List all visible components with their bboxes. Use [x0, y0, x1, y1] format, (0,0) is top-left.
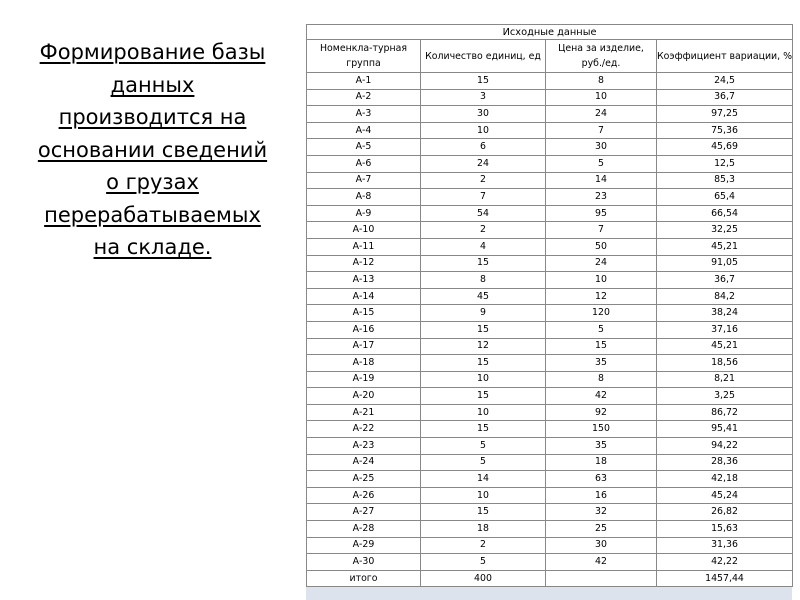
table-header-row: [307, 40, 793, 73]
cell-group: А-17: [307, 338, 421, 355]
cell-variation: 37,16: [657, 321, 793, 338]
table-row: [307, 73, 793, 90]
cell-price: 12: [546, 288, 657, 305]
data-table-container: [306, 24, 792, 600]
cell-quantity: 10: [421, 404, 546, 421]
cell-variation: 18,56: [657, 355, 793, 372]
total-label: итого: [307, 570, 421, 587]
table-row: [307, 554, 793, 571]
cell-price: 5: [546, 321, 657, 338]
cell-group: А-23: [307, 438, 421, 455]
table-row: [307, 238, 793, 255]
cell-variation: 12,5: [657, 155, 793, 172]
cell-price: 25: [546, 521, 657, 538]
table-row: [307, 338, 793, 355]
cell-quantity: 15: [421, 73, 546, 90]
cell-variation: 36,7: [657, 272, 793, 289]
table-row: [307, 122, 793, 139]
cell-price: 10: [546, 89, 657, 106]
cell-variation: 45,69: [657, 139, 793, 156]
cell-variation: 24,5: [657, 73, 793, 90]
source-data-table: [306, 24, 793, 587]
table-body: [307, 73, 793, 587]
cell-price: 50: [546, 238, 657, 255]
cell-variation: 91,05: [657, 255, 793, 272]
cell-quantity: 15: [421, 421, 546, 438]
cell-variation: 45,21: [657, 238, 793, 255]
cell-group: А-18: [307, 355, 421, 372]
table-row: [307, 272, 793, 289]
table-row: [307, 222, 793, 239]
cell-group: А-20: [307, 388, 421, 405]
cell-price: 8: [546, 371, 657, 388]
cell-group: А-19: [307, 371, 421, 388]
table-row: [307, 454, 793, 471]
cell-variation: 36,7: [657, 89, 793, 106]
cell-variation: 45,24: [657, 487, 793, 504]
cell-variation: 8,21: [657, 371, 793, 388]
cell-price: 18: [546, 454, 657, 471]
cell-quantity: 2: [421, 172, 546, 189]
cell-variation: 42,18: [657, 471, 793, 488]
cell-price: 24: [546, 255, 657, 272]
cell-quantity: 15: [421, 504, 546, 521]
cell-group: А-5: [307, 139, 421, 156]
cell-group: А-13: [307, 272, 421, 289]
cell-quantity: 15: [421, 255, 546, 272]
cell-variation: 26,82: [657, 504, 793, 521]
cell-group: А-25: [307, 471, 421, 488]
cell-price: 10: [546, 272, 657, 289]
cell-variation: 66,54: [657, 205, 793, 222]
table-row: [307, 421, 793, 438]
cell-quantity: 2: [421, 537, 546, 554]
cell-group: А-11: [307, 238, 421, 255]
cell-quantity: 14: [421, 471, 546, 488]
table-row: [307, 305, 793, 322]
table-title-row: [307, 25, 793, 40]
cell-variation: 97,25: [657, 106, 793, 123]
cell-group: А-2: [307, 89, 421, 106]
cell-quantity: 4: [421, 238, 546, 255]
table-row: [307, 172, 793, 189]
cell-price: 63: [546, 471, 657, 488]
cell-quantity: 30: [421, 106, 546, 123]
table-row: [307, 321, 793, 338]
column-header-quantity: Количество единиц, ед: [421, 40, 546, 73]
table-row: [307, 189, 793, 206]
cell-quantity: 9: [421, 305, 546, 322]
table-row: [307, 404, 793, 421]
table-row: [307, 487, 793, 504]
cell-quantity: 45: [421, 288, 546, 305]
cell-group: А-4: [307, 122, 421, 139]
cell-price: 16: [546, 487, 657, 504]
cell-variation: 86,72: [657, 404, 793, 421]
table-row: [307, 89, 793, 106]
cell-group: А-10: [307, 222, 421, 239]
total-variation: 1457,44: [657, 570, 793, 587]
cell-quantity: 5: [421, 554, 546, 571]
cell-variation: 28,36: [657, 454, 793, 471]
cell-group: А-22: [307, 421, 421, 438]
cell-group: А-26: [307, 487, 421, 504]
cell-variation: 38,24: [657, 305, 793, 322]
cell-quantity: 24: [421, 155, 546, 172]
cell-variation: 42,22: [657, 554, 793, 571]
table-row: [307, 388, 793, 405]
table-row: [307, 521, 793, 538]
table-row: [307, 471, 793, 488]
cell-group: А-9: [307, 205, 421, 222]
table-row: [307, 355, 793, 372]
cell-price: 5: [546, 155, 657, 172]
cell-variation: 3,25: [657, 388, 793, 405]
cell-variation: 85,3: [657, 172, 793, 189]
cell-group: А-24: [307, 454, 421, 471]
table-row: [307, 438, 793, 455]
cell-quantity: 15: [421, 388, 546, 405]
cell-price: 35: [546, 355, 657, 372]
table-row: [307, 155, 793, 172]
cell-price: 95: [546, 205, 657, 222]
cell-price: 30: [546, 537, 657, 554]
cell-price: 42: [546, 388, 657, 405]
cell-quantity: 15: [421, 321, 546, 338]
cell-price: 32: [546, 504, 657, 521]
cell-price: 23: [546, 189, 657, 206]
table-row: [307, 205, 793, 222]
cell-quantity: 10: [421, 487, 546, 504]
cell-variation: 75,36: [657, 122, 793, 139]
table-row: [307, 537, 793, 554]
table-title: Исходные данные: [307, 25, 793, 40]
cell-price: 120: [546, 305, 657, 322]
table-row: [307, 371, 793, 388]
cell-quantity: 10: [421, 371, 546, 388]
total-quantity: 400: [421, 570, 546, 587]
cell-price: 24: [546, 106, 657, 123]
cell-quantity: 12: [421, 338, 546, 355]
column-header-variation: Коэффициент вариации, %: [657, 40, 793, 73]
cell-group: А-6: [307, 155, 421, 172]
cell-variation: 84,2: [657, 288, 793, 305]
cell-quantity: 54: [421, 205, 546, 222]
cell-price: 14: [546, 172, 657, 189]
table-row: [307, 504, 793, 521]
cell-group: А-21: [307, 404, 421, 421]
total-price: [546, 570, 657, 587]
cell-quantity: 5: [421, 454, 546, 471]
cell-price: 30: [546, 139, 657, 156]
cell-quantity: 15: [421, 355, 546, 372]
cell-price: 35: [546, 438, 657, 455]
cell-quantity: 10: [421, 122, 546, 139]
cell-group: А-14: [307, 288, 421, 305]
table-row: [307, 106, 793, 123]
cell-price: 7: [546, 122, 657, 139]
cell-variation: 94,22: [657, 438, 793, 455]
cell-quantity: 8: [421, 272, 546, 289]
cell-quantity: 2: [421, 222, 546, 239]
cell-quantity: 18: [421, 521, 546, 538]
cell-variation: 32,25: [657, 222, 793, 239]
column-header-price: Цена за изделие, руб./ед.: [546, 40, 657, 73]
cell-price: 15: [546, 338, 657, 355]
cell-group: А-28: [307, 521, 421, 538]
cell-price: 42: [546, 554, 657, 571]
cell-group: А-30: [307, 554, 421, 571]
table-row: [307, 255, 793, 272]
cell-price: 8: [546, 73, 657, 90]
cell-quantity: 6: [421, 139, 546, 156]
cell-group: А-7: [307, 172, 421, 189]
cell-group: А-12: [307, 255, 421, 272]
cell-price: 150: [546, 421, 657, 438]
cell-group: А-15: [307, 305, 421, 322]
column-header-group: Номенкла-турная группа: [307, 40, 421, 73]
cell-group: А-16: [307, 321, 421, 338]
cell-quantity: 7: [421, 189, 546, 206]
cell-group: А-3: [307, 106, 421, 123]
cell-group: А-1: [307, 73, 421, 90]
cell-variation: 31,36: [657, 537, 793, 554]
cell-group: А-8: [307, 189, 421, 206]
cell-group: А-29: [307, 537, 421, 554]
cell-quantity: 3: [421, 89, 546, 106]
cell-variation: 65,4: [657, 189, 793, 206]
cell-group: А-27: [307, 504, 421, 521]
cell-variation: 15,63: [657, 521, 793, 538]
table-row: [307, 139, 793, 156]
cell-variation: 95,41: [657, 421, 793, 438]
cell-quantity: 5: [421, 438, 546, 455]
slide-heading: Формирование базы данных производится на основании сведений о грузах перерабатываемых на складе.: [37, 40, 268, 259]
cell-variation: 45,21: [657, 338, 793, 355]
cell-price: 92: [546, 404, 657, 421]
cell-price: 7: [546, 222, 657, 239]
table-row: [307, 288, 793, 305]
table-total-row: [307, 570, 793, 587]
